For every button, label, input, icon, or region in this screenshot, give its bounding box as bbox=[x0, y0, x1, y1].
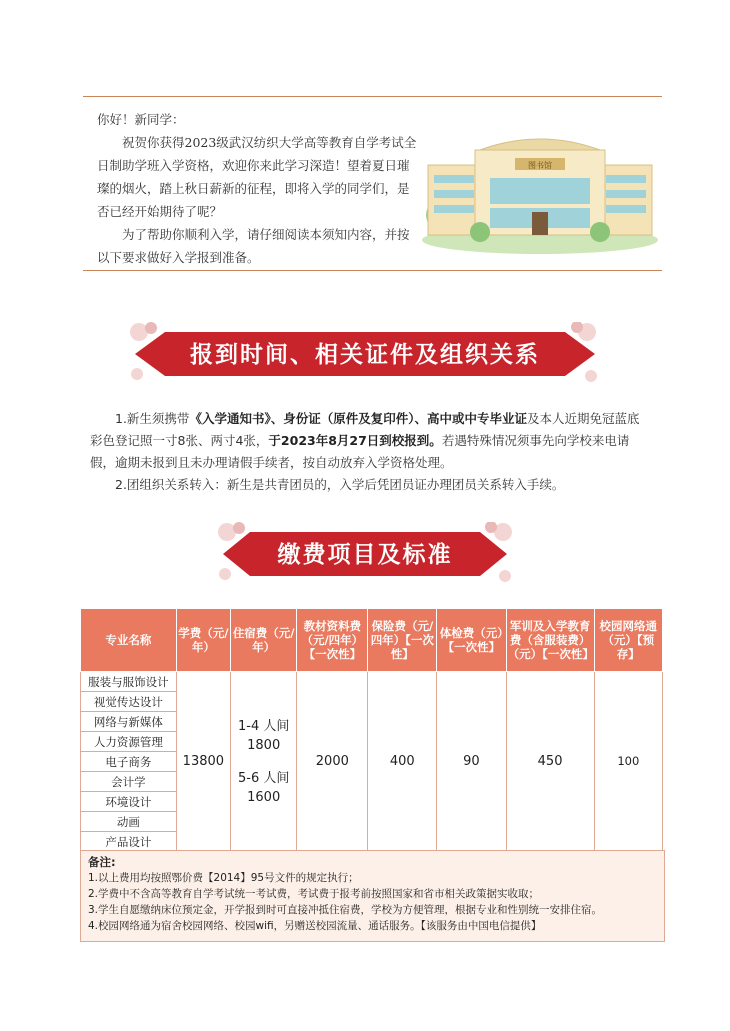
notes-title: 备注: bbox=[88, 855, 116, 869]
header-insurance: 保险费（元/四年）【一次性】 bbox=[368, 609, 437, 672]
major-cell: 人力资源管理 bbox=[81, 732, 177, 752]
section2-title: 缴费项目及标准 bbox=[277, 541, 453, 568]
medical-value: 90 bbox=[437, 672, 506, 852]
network-value: 100 bbox=[594, 672, 662, 852]
item1-mid: 及本人近期免冠蓝底彩色登记照一寸8张、两寸4张， bbox=[90, 411, 640, 448]
header-training: 军训及入学教育费（含服装费）（元）【一次性】 bbox=[506, 609, 594, 672]
major-cell: 视觉传达设计 bbox=[81, 692, 177, 712]
section1-title: 报到时间、相关证件及组织关系 bbox=[190, 341, 540, 368]
header-network: 校园网络通（元）【预存】 bbox=[594, 609, 662, 672]
header-major: 专业名称 bbox=[81, 609, 177, 672]
top-rule bbox=[83, 96, 662, 97]
fee-table-header bbox=[81, 609, 663, 672]
welcome-letter bbox=[97, 108, 417, 269]
dorm-line2: 1800 bbox=[247, 737, 281, 753]
header-medical: 体检费（元）【一次性】 bbox=[437, 609, 506, 672]
note-item: 2.学费中不含高等教育自学考试统一考试费，考试费于报考前按照国家和省市相关政策据实收取； bbox=[88, 888, 540, 900]
item1-prefix: 1.新生须携带 bbox=[115, 411, 190, 426]
dorm-line4: 1600 bbox=[247, 789, 281, 805]
item1-suffix: 若遇特殊情况须事先向学校来电请假，逾期未报到且未办理请假手续者，按自动放弃入学资格处理。 bbox=[90, 433, 630, 470]
major-cell: 产品设计 bbox=[81, 832, 177, 852]
letter-para2: 为了帮助你顺利入学，请仔细阅读本须知内容，并按以下要求做好入学报到准备。 bbox=[97, 227, 410, 265]
dorm-line3: 5-6 人间 bbox=[237, 770, 290, 786]
section2-banner bbox=[215, 522, 515, 586]
header-dorm: 住宿费（元/年） bbox=[231, 609, 297, 672]
training-value: 450 bbox=[506, 672, 594, 852]
table-row bbox=[81, 672, 663, 692]
header-books: 教材资料费（元/四年）【一次性】 bbox=[297, 609, 368, 672]
note-item: 4.校园网络通为宿舍校园网络、校园wifi，另赠送校园流量、通话服务。【该服务由中国电信提供】 bbox=[88, 920, 542, 932]
item1-docs: 《入学通知书》、身份证（原件及复印件）、高中或中专毕业证 bbox=[189, 411, 527, 426]
section1-item1 bbox=[90, 408, 650, 474]
section1-body bbox=[90, 408, 650, 496]
letter-greeting: 你好！新同学： bbox=[97, 112, 185, 127]
letter-para1: 祝贺你获得2023级武汉纺织大学高等教育自学考试全日制助学班入学资格，欢迎你来此学习深造！望着夏日璀璨的烟火，踏上秋日薪新的征程，即将入学的同学们，是否已经开始期待了呢？ bbox=[97, 135, 417, 219]
tuition-value: 13800 bbox=[176, 672, 230, 852]
fee-table bbox=[80, 608, 663, 852]
item1-date: 于2023年8月27日到校报到。 bbox=[268, 433, 442, 448]
notes-box bbox=[80, 850, 665, 942]
major-cell: 会计学 bbox=[81, 772, 177, 792]
insurance-value: 400 bbox=[368, 672, 437, 852]
section1-banner bbox=[125, 322, 605, 386]
dorm-value bbox=[231, 672, 297, 852]
library-building-illustration bbox=[420, 120, 660, 255]
note-item: 1.以上费用均按照鄂价费【2014】95号文件的规定执行； bbox=[88, 872, 359, 884]
major-cell: 网络与新媒体 bbox=[81, 712, 177, 732]
books-value: 2000 bbox=[297, 672, 368, 852]
note-item: 3.学生自愿缴纳床位预定金，开学报到时可直接冲抵住宿费，学校为方便管理，根据专业和性别统一安排住宿。 bbox=[88, 904, 603, 916]
major-cell: 电子商务 bbox=[81, 752, 177, 772]
building-sign: 图书馆 bbox=[528, 161, 552, 170]
dorm-line1: 1-4 人间 bbox=[237, 718, 290, 734]
section1-item2: 2.团组织关系转入：新生是共青团员的，入学后凭团员证办理团员关系转入手续。 bbox=[115, 477, 565, 492]
header-tuition: 学费（元/年） bbox=[176, 609, 230, 672]
major-cell: 服装与服饰设计 bbox=[81, 672, 177, 692]
mid-rule bbox=[83, 270, 662, 271]
major-cell: 环境设计 bbox=[81, 792, 177, 812]
major-cell: 动画 bbox=[81, 812, 177, 832]
